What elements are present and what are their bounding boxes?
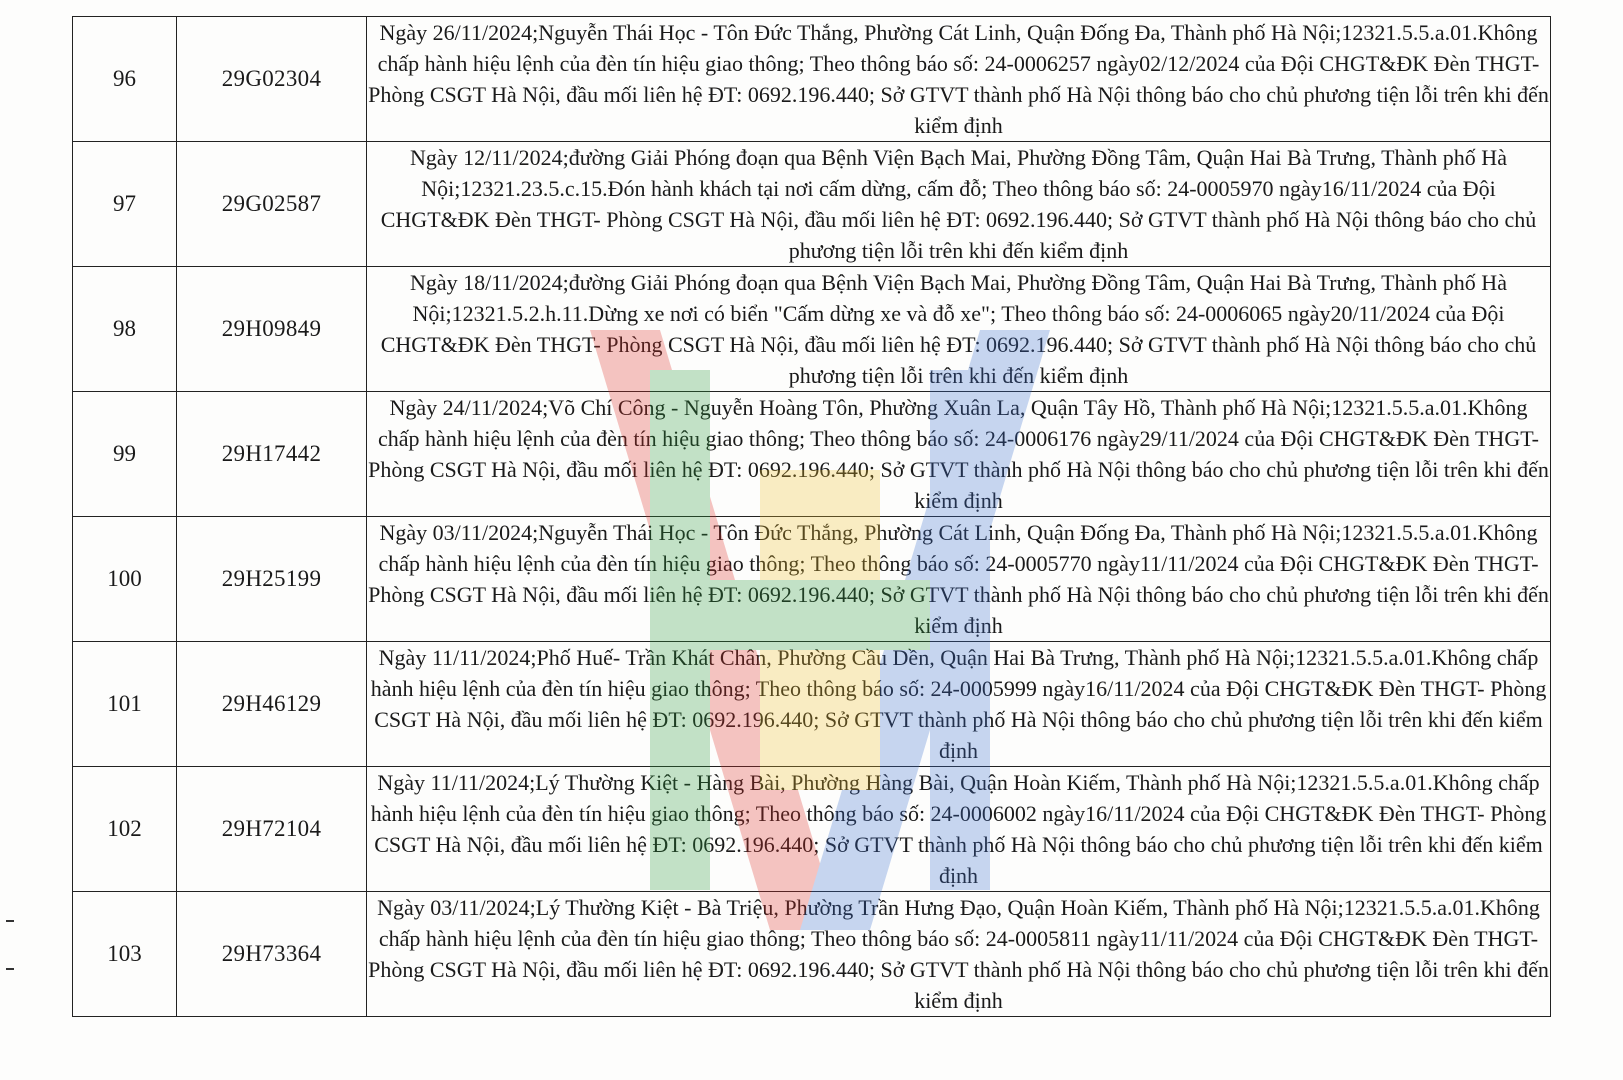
violation-description: Ngày 11/11/2024;Phố Huế- Trần Khát Chân, Phường Cầu Dền, Quận Hai Bà Trưng, Thành phố Hà Nội;12321.5.5.a.01.Không chấp hành hiệu lệnh của đèn tín hiệu giao thông; Theo thông báo số: 24-0005999 ngày16/11/2024 của Đội CHGT&ĐK Đèn THGT- Phòng CSGT Hà Nội, đầu mối liên hệ ĐT: 0692.196.440; Sở GTVT thành phố Hà Nội thông báo cho chủ phương tiện lỗi trên khi đến kiểm định	[370, 645, 1547, 763]
violation-description-cell	[367, 892, 1551, 1017]
violation-description-cell	[367, 392, 1551, 517]
violation-description: Ngày 12/11/2024;đường Giải Phóng đoạn qua Bệnh Viện Bạch Mai, Phường Đồng Tâm, Quận Hai Bà Trưng, Thành phố Hà Nội;12321.23.5.c.15.Đón hành khách tại nơi cấm dừng, cấm đỗ; Theo thông báo số: 24-0005970 ngày16/11/2024 của Đội CHGT&ĐK Đèn THGT- Phòng CSGT Hà Nội, đầu mối liên hệ ĐT: 0692.196.440; Sở GTVT thành phố Hà Nội thông báo cho chủ phương tiện lỗi trên khi đến kiểm định	[380, 145, 1537, 263]
violation-description-cell	[367, 17, 1551, 142]
table-row	[73, 267, 1551, 392]
row-number: 102	[73, 767, 177, 892]
table-row	[73, 392, 1551, 517]
row-number: 98	[73, 267, 177, 392]
license-plate: 29H25199	[177, 517, 367, 642]
table-row	[73, 517, 1551, 642]
license-plate: 29H17442	[177, 392, 367, 517]
violations-table-body	[73, 17, 1551, 1017]
row-number: 99	[73, 392, 177, 517]
violation-description-cell	[367, 767, 1551, 892]
violation-description: Ngày 26/11/2024;Nguyễn Thái Học - Tôn Đức Thắng, Phường Cát Linh, Quận Đống Đa, Thành phố Hà Nội;12321.5.5.a.01.Không chấp hành hiệu lệnh của đèn tín hiệu giao thông; Theo thông báo số: 24-0006257 ngày02/12/2024 của Đội CHGT&ĐK Đèn THGT- Phòng CSGT Hà Nội, đầu mối liên hệ ĐT: 0692.196.440; Sở GTVT thành phố Hà Nội thông báo cho chủ phương tiện lỗi trên khi đến kiểm định	[368, 20, 1549, 138]
row-number: 96	[73, 17, 177, 142]
scan-mark	[6, 920, 14, 922]
license-plate: 29H09849	[177, 267, 367, 392]
license-plate: 29H46129	[177, 642, 367, 767]
violation-description: Ngày 11/11/2024;Lý Thường Kiệt - Hàng Bài, Phường Hàng Bài, Quận Hoàn Kiếm, Thành phố Hà Nội;12321.5.5.a.01.Không chấp hành hiệu lệnh của đèn tín hiệu giao thông; Theo thông báo số: 24-0006002 ngày16/11/2024 của Đội CHGT&ĐK Đèn THGT- Phòng CSGT Hà Nội, đầu mối liên hệ ĐT: 0692.196.440; Sở GTVT thành phố Hà Nội thông báo cho chủ phương tiện lỗi trên khi đến kiểm định	[370, 770, 1547, 888]
table-row	[73, 892, 1551, 1017]
license-plate: 29H72104	[177, 767, 367, 892]
violation-description-cell	[367, 142, 1551, 267]
row-number: 97	[73, 142, 177, 267]
table-row	[73, 17, 1551, 142]
row-number: 100	[73, 517, 177, 642]
license-plate: 29G02587	[177, 142, 367, 267]
violation-description-cell	[367, 267, 1551, 392]
table-row	[73, 767, 1551, 892]
row-number: 103	[73, 892, 177, 1017]
violation-description: Ngày 03/11/2024;Lý Thường Kiệt - Bà Triệu, Phường Trần Hưng Đạo, Quận Hoàn Kiếm, Thành phố Hà Nội;12321.5.5.a.01.Không chấp hành hiệu lệnh của đèn tín hiệu giao thông; Theo thông báo số: 24-0005811 ngày11/11/2024 của Đội CHGT&ĐK Đèn THGT- Phòng CSGT Hà Nội, đầu mối liên hệ ĐT: 0692.196.440; Sở GTVT thành phố Hà Nội thông báo cho chủ phương tiện lỗi trên khi đến kiểm định	[368, 895, 1549, 1013]
violation-description: Ngày 18/11/2024;đường Giải Phóng đoạn qua Bệnh Viện Bạch Mai, Phường Đồng Tâm, Quận Hai Bà Trưng, Thành phố Hà Nội;12321.5.2.h.11.Dừng xe nơi có biển "Cấm dừng xe và đỗ xe"; Theo thông báo số: 24-0006065 ngày20/11/2024 của Đội CHGT&ĐK Đèn THGT- Phòng CSGT Hà Nội, đầu mối liên hệ ĐT: 0692.196.440; Sở GTVT thành phố Hà Nội thông báo cho chủ phương tiện lỗi trên khi đến kiểm định	[380, 270, 1537, 388]
table-row	[73, 642, 1551, 767]
violation-description-cell	[367, 517, 1551, 642]
table-row	[73, 142, 1551, 267]
row-number: 101	[73, 642, 177, 767]
violation-description: Ngày 03/11/2024;Nguyễn Thái Học - Tôn Đức Thắng, Phường Cát Linh, Quận Đống Đa, Thành phố Hà Nội;12321.5.5.a.01.Không chấp hành hiệu lệnh của đèn tín hiệu giao thông; Theo thông báo số: 24-0005770 ngày11/11/2024 của Đội CHGT&ĐK Đèn THGT- Phòng CSGT Hà Nội, đầu mối liên hệ ĐT: 0692.196.440; Sở GTVT thành phố Hà Nội thông báo cho chủ phương tiện lỗi trên khi đến kiểm định	[368, 520, 1549, 638]
license-plate: 29G02304	[177, 17, 367, 142]
license-plate: 29H73364	[177, 892, 367, 1017]
violation-description: Ngày 24/11/2024;Võ Chí Công - Nguyễn Hoàng Tôn, Phường Xuân La, Quận Tây Hồ, Thành phố Hà Nội;12321.5.5.a.01.Không chấp hành hiệu lệnh của đèn tín hiệu giao thông; Theo thông báo số: 24-0006176 ngày29/11/2024 của Đội CHGT&ĐK Đèn THGT- Phòng CSGT Hà Nội, đầu mối liên hệ ĐT: 0692.196.440; Sở GTVT thành phố Hà Nội thông báo cho chủ phương tiện lỗi trên khi đến kiểm định	[368, 395, 1549, 513]
scan-mark	[6, 968, 14, 970]
violation-description-cell	[367, 642, 1551, 767]
violations-table	[72, 16, 1551, 1017]
